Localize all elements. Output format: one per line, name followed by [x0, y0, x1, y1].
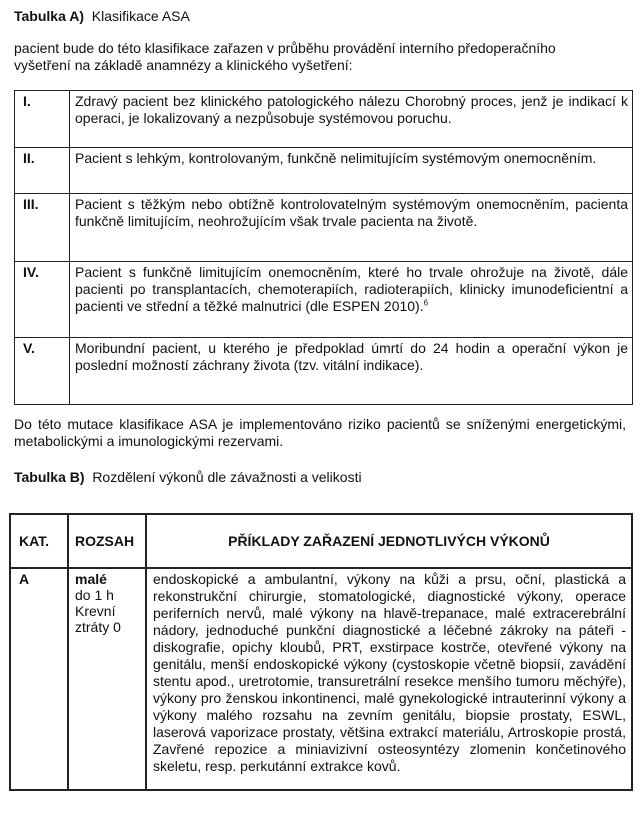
asa-class-number: V. — [15, 338, 70, 405]
table-a-title: Klasifikace ASA — [91, 8, 190, 24]
footnote-reference: 6 — [423, 298, 429, 308]
scope-size: malé — [75, 571, 107, 587]
table-b-title: Rozdělení výkonů dle závažnosti a velikosti — [92, 469, 362, 485]
table-row — [15, 338, 633, 405]
table-header-row — [10, 514, 632, 568]
asa-class-description: Pacient s lehkým, kontrolovaným, funkčně nelimitujícím systémovým onemocněním. — [70, 148, 633, 194]
asa-classification-table — [14, 90, 633, 405]
column-header-examples: PŘÍKLADY ZAŘAZENÍ JEDNOTLIVÝCH VÝKONŮ — [146, 514, 632, 568]
asa-class-description: Pacient s těžkým nebo obtížně kontrolovatelným systémovým onemocněním, pacienta funkčně limitujícím, neohrožujícím však trvale pacienta na životě. — [70, 194, 633, 262]
scope-cell — [68, 568, 146, 790]
category-cell: A — [10, 568, 68, 790]
table-a-intro: pacient bude do této klasifikace zařazen v průběhu provádění interního předoperačního vyšetření na základě anamnézy a klinického vyšetření: — [14, 40, 556, 73]
table-a-note: Do této mutace klasifikace ASA je implementováno riziko pacientů se sníženými energetickými, metabolickými a imunologickými rezervami. — [14, 416, 626, 449]
column-header-scope: ROZSAH — [68, 514, 146, 568]
table-a-label: Tabulka A) — [14, 8, 85, 24]
table-b-label: Tabulka B) — [14, 469, 85, 485]
column-header-category: KAT. — [10, 514, 68, 568]
asa-class-number: III. — [15, 194, 70, 262]
table-b-caption — [14, 469, 362, 485]
table-a-caption — [14, 8, 190, 24]
asa-class-number: I. — [15, 91, 70, 148]
table-row — [15, 194, 633, 262]
asa-class-description: Zdravý pacient bez klinického patologického nálezu Chorobný proces, jenž je indikací k operaci, je lokalizovaný a nezpůsobuje systémovou poruchu. — [70, 91, 633, 148]
table-row — [15, 262, 633, 338]
examples-cell: endoskopické a ambulantní, výkony na kůži a prsu, oční, plastická a rekonstrukční chirurgie, stomatologické, diagnostické výkony, operace periferních nervů, malé výkony na hlavě-trepanace, malé extracerebrální nádory, jednoduché punkční diagnostické a léčebné zákroky na páteři - diskografie, opichy kloubů, PRT, exstirpace kostrče, otevřené výkony na genitálu, menší endoskopické výkony (cystoskopie včetně biopsií, zavádění stentu apod., uretrotomie, transuretrální resekce menšího tumoru měchýře), výkony pro ženskou inkontinenci, malé gynekologické intrauterinní výkony a výkony malého rozsahu na zevním genitálu, biopsie prostaty, ESWL, laserová vaporizace prostaty, většina extrakcí materiálu, Artroskopie prostá, Zavřené repozice a miniavizivní osteosyntézy zlomenin končetinového skeletu, resp. perkutánní extrakce kovů. — [146, 568, 632, 790]
asa-class-description: Moribundní pacient, u kterého je předpoklad úmrtí do 24 hodin a operační výkon je poslední možností záchrany života (tzv. vitální indikace). — [70, 338, 633, 405]
asa-class-number: II. — [15, 148, 70, 194]
table-row — [10, 568, 632, 790]
asa-class-description — [70, 262, 633, 338]
table-row — [15, 148, 633, 194]
asa-class-number: IV. — [15, 262, 70, 338]
procedure-classification-table — [9, 513, 633, 791]
table-row — [15, 91, 633, 148]
asa-class-description-text: Pacient s funkčně limitujícím onemocněním, které ho trvale ohrožuje na životě, dále pacienti po transplantacích, chemoterapiích, radioterapiích, klinicky imunodeficientní a pacienti ve střední a těžké malnutrici (dle ESPEN 2010). — [75, 264, 628, 314]
scope-details: do 1 h Krevní ztráty 0 — [75, 587, 121, 635]
